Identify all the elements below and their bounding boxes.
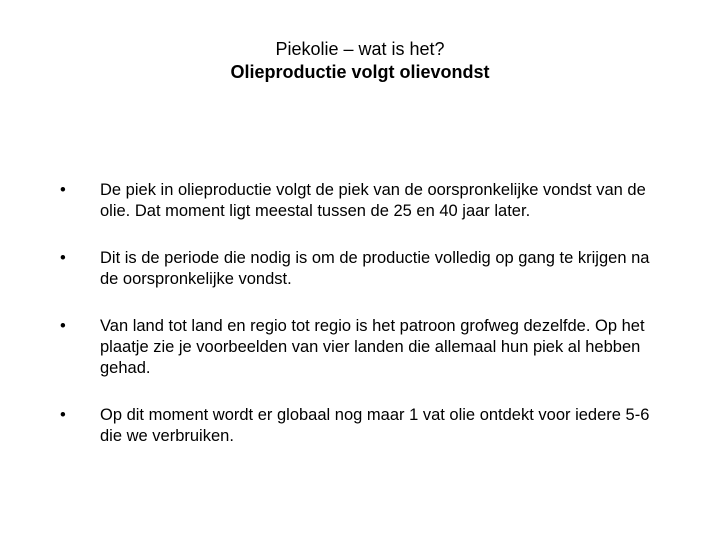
bullet-dot-icon: • [60, 317, 66, 335]
bullet-text: Op dit moment wordt er globaal nog maar 1 vat olie ontdekt voor iedere 5-6 die we verbruiken. [100, 406, 650, 445]
bullet-dot-icon: • [60, 181, 66, 199]
bullet-item [60, 248, 660, 290]
bullet-list [60, 180, 660, 473]
bullet-item [60, 316, 660, 379]
bullet-text: De piek in olieproductie volgt de piek van de oorspronkelijke vondst van de olie. Dat moment ligt meestal tussen de 25 en 40 jaar later. [100, 181, 646, 220]
slide-subtitle: Olieproductie volgt olievondst [230, 62, 490, 82]
bullet-item [60, 180, 660, 222]
slide-title: Piekolie – wat is het? [275, 39, 445, 59]
bullet-text: Van land tot land en regio tot regio is het patroon grofweg dezelfde. Op het plaatje zie je voorbeelden van vier landen die allemaal hun piek al hebben gehad. [100, 317, 645, 377]
bullet-dot-icon: • [60, 249, 66, 267]
bullet-item [60, 405, 660, 447]
title-block [0, 38, 720, 84]
bullet-text: Dit is de periode die nodig is om de productie volledig op gang te krijgen na de oorspronkelijke vondst. [100, 249, 650, 288]
bullet-dot-icon: • [60, 406, 66, 424]
